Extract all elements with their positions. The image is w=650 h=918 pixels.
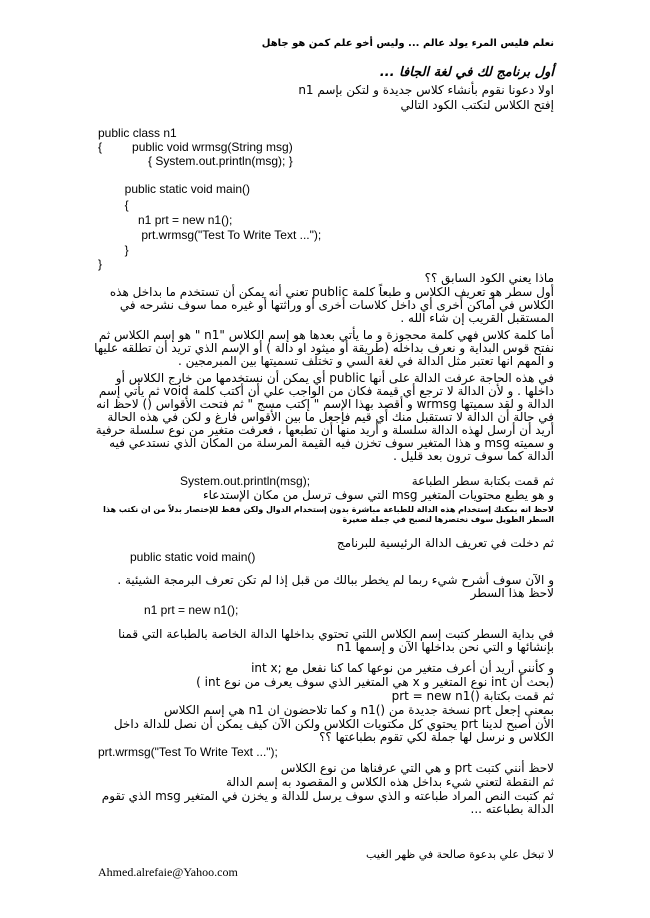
code-call: prt.wrmsg("Test To Write Text ..."); — [98, 745, 278, 759]
para-line: ثم كتبت النص المراد طباعته و الذي سوف يرسل للدالة و يخزن في المتغير msg الذي تقوم الدالة بطباعته ... — [101, 789, 554, 816]
intro-line-1: اولا دعونا نقوم بأنشاء كلاس جديدة و لتكن بإسم n1 — [298, 83, 554, 97]
explain-para: في هذه الحاجة عرفت الدالة على أنها public أي يمكن أن نستخدمها من خارج الكلاس أو داخلها . و لأن الدالة لا ترجع أي قيمة فكان من الواجب علي أن أكتب كلمة void ثم يأتي إسم الدالة و لقد سميتها wrmsg و أقصد بهذا الإسم " إكتب مسج " ثم فتحت الأقواس () لاحظ انه في حالة أن الدالة لا تستقبل منك أي قيم فإجعل ما بين الأقواس فارغ و لكن في هذه الحالة أريد أن أرسل لهذه الدالة سلسلة و أريد منها أن تطبعها ، فعرفت متغير من نوع سلسلة حرفية و سميته msg و هذا المتغير سوف تخزن فيه القيمة المرسلة من المكان الذي نستدعي فيه الدالة كما سوف ترون بعد قليل . — [95, 371, 554, 463]
main-intro: ثم دخلت في تعريف الدالة الرئيسية للبرنامج — [336, 536, 554, 550]
para-line: ثم قمت بكتابة ()prt = new n1 — [391, 689, 554, 703]
para-line: (بحث أن int نوع المتغير و x هي المتغير الذي سوف يعرف من نوع int ) — [196, 675, 554, 689]
para-line: ثم النقطة لتعني شيء بداخل هذه الكلاس و المقصود به إسم الدالة — [225, 775, 554, 789]
code-new: n1 prt = new n1(); — [144, 603, 239, 617]
code-line: { — [98, 198, 129, 212]
para-line: لاحظ أنني كتبت prt و هي التي عرفناها من نوع الكلاس — [280, 761, 554, 775]
code-main: public static void main() — [130, 550, 256, 564]
code-print: System.out.println(msg); — [180, 474, 311, 488]
para-new: و الآن سوف أشرح شيء ربما لم يخطر ببالك من قبل إذا لم تكن تعرف البرمجة الشيئية . لاحظ هذا السطر — [117, 573, 554, 600]
para-line: بمعنى إجعل prt نسخة جديدة من ()n1 و كما تلاحضون ان n1 هي إسم الكلاس — [163, 703, 554, 717]
page-title: أول برنامج لك في لغة الجافا ... — [379, 65, 554, 80]
code-line: } — [98, 257, 103, 271]
footer-text: لا تبخل علي بدعوة صالحة في ظهر الغيب — [366, 848, 554, 861]
code-line: { System.out.println(msg); } — [98, 154, 293, 168]
code-line: } — [98, 243, 129, 257]
intro-line-2: إفتح الكلاس لتكتب الكود التالي — [400, 98, 554, 112]
code-line: n1 prt = new n1(); — [98, 213, 233, 227]
page-header: نعلم فليس المرء يولد عالم ... وليس أخو علم كمن هو جاهل — [261, 38, 554, 49]
code-line: public class n1 — [98, 126, 177, 140]
print-intro: ثم قمت بكتابة سطر الطباعة — [411, 474, 554, 488]
code-line: prt.wrmsg("Test To Write Text ..."); — [98, 228, 322, 242]
para-line: الأن أصبح لدينا prt يحتوي كل مكتويات الكلاس ولكن الآن كيف يمكن أن نصل للدالة داخل الكلاس و نرسل لها جملة لكي تقوم بطباعتها ؟؟ — [113, 717, 554, 744]
explain-para: أما كلمة كلاس فهي كلمة محجوزة و ما يأتي بعدها هو إسم الكلاس "n1 " هو إسم الكلاس ثم نفتح قوس البداية و نعرف بداخله (طريقة أو ميثود او دالة ) أو الإسم الذي تريد أن تطلقه عليها و المهم انها تعتبر مثل الدالة في لغة السي و تختلف تسميتها بين المبرمجين . — [94, 328, 554, 368]
para-class: في بداية السطر كتبت إسم الكلاس اللتي تحتوي بداخلها الدالة الخاصة بالطباعة التي قمنا بإنشائها و التي نحن بداخلها الآن و إسمها n1 — [118, 627, 554, 654]
code-line: { public void wrmsg(String msg) — [98, 140, 293, 154]
print-explain: و هو يطبع محتويات المتغير msg التي سوف ترسل من مكان الإستدعاء — [202, 488, 554, 502]
para-line: و كأنني أريد أن أعرف متغير من نوعها كما كنا نفعل مع ;int x — [251, 661, 554, 675]
explain-heading: ماذا يعني الكود السابق ؟؟ — [424, 271, 554, 285]
author-email: Ahmed.alrefaie@Yahoo.com — [98, 865, 238, 879]
note: لاحظ انه بمكنك إستخدام هذه الدالة للطباعة مباشرة بدون إستخدام الدوال ولكن فقط للإختصار بدلاً من ان نكتب هذا السطر الطويل سوف نختصرها لنصبح في جملة صغيرة — [103, 505, 554, 524]
explain-para: أول سطر هو تعريف الكلاس و طبعاً كلمة public تعني أنه يمكن أن تستخدم ما بداخل هذه الكلاس في أماكن أخرى أي داخل كلاسات أخرى أو وراثتها أو غيره مما سوف نشرحه في المستقبل القريب إن شاء الله . — [109, 285, 554, 325]
code-line: public static void main() — [98, 182, 251, 196]
